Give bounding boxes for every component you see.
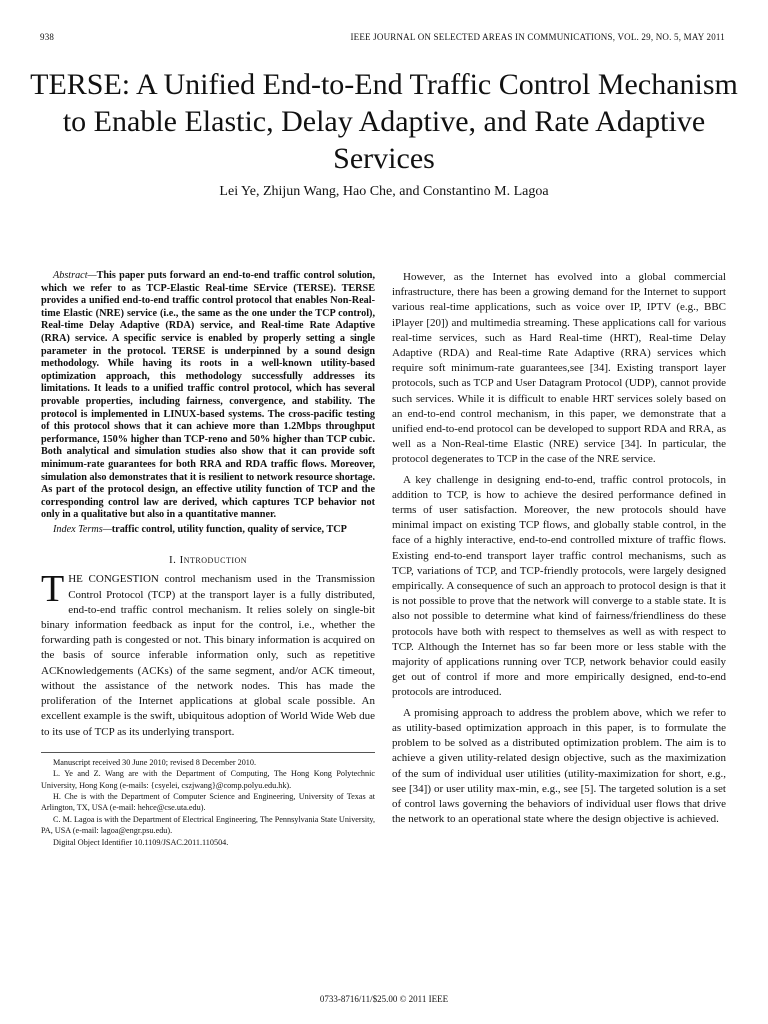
drop-cap: T xyxy=(41,568,65,611)
right-column xyxy=(392,270,726,832)
footnote-ye-wang: L. Ye and Z. Wang are with the Department of Computing, The Hong Kong Polytechnic University, Hong Kong (e-mails: {csyelei, cszjwang}@comp.polyu.edu.hk). xyxy=(41,769,375,790)
journal-header: IEEE JOURNAL ON SELECTED AREAS IN COMMUNICATIONS, VOL. 29, NO. 5, MAY 2011 xyxy=(350,32,725,42)
intro-paragraph xyxy=(41,568,375,739)
intro-text: control mechanism used in the Transmission Control Protocol (TCP) at the transport layer is a fully distributed, end-to-end traffic control mechanism. It relies solely on single-bit binary information feedback as input for the control, i.e., whether the forwarding path is congested or not. This binary information is acquired on the basis of source inferable information only, such as repetitive ACKnowledgements (ACKs) of the same segment, and/or ACK timeout, without the assistance of the network nodes. This has made the proliferation of the Internet applications at global scale possible. An excellent example is the swift, ubiquitous adoption of World Wide Web due to its use of TCP as its underlying transport. xyxy=(41,573,375,738)
footnote-doi: Digital Object Identifier 10.1109/JSAC.2011.110504. xyxy=(53,837,229,847)
body-paragraph: A key challenge in designing end-to-end, traffic control protocols, in addition to TCP, is how to achieve the desired performance defined in terms of user satisfaction. Moreover, the new protocols should have minimal impact on existing TCP flows, and globally stable control, in the face of a highly interactive, end-to-end controlled mixture of traffic flows. Existing end-to-end transport layer traffic control mechanisms, such as TCP, variations of TCP, and TCP-friendly protocols, were largely designed empirically. A consequence of such an approach to protocol design is that it is not possible to prove that the network will converge to a stable state. It is also not possible to determine what kind of fairness/friendliness do these protocols have both with respect to themselves as well as with respect to TCP. Although the Internet has so far been more or less stable with the majority of applications running over TCP, network behavior could easily get out of control if more and more empirically designed, end-to-end protocols are introduced. xyxy=(392,473,726,699)
index-terms xyxy=(41,524,375,537)
index-terms-label: Index Terms— xyxy=(53,523,112,535)
abstract-label: Abstract— xyxy=(53,270,97,281)
footnote-manuscript: Manuscript received 30 June 2010; revised 8 December 2010. xyxy=(53,757,257,767)
intro-first-word: HE CONGESTION xyxy=(68,573,159,586)
section-number: I. xyxy=(168,554,180,567)
copyright-footer: 0733-8716/11/$25.00 © 2011 IEEE xyxy=(319,994,449,1004)
author-list: Lei Ye, Zhijun Wang, Hao Che, and Constantino M. Lagoa xyxy=(219,184,549,199)
abstract-text: This paper puts forward an end-to-end traffic control solution, which we refer to as TCP-Elastic Real-time SErvice (TERSE). TERSE provides a unified end-to-end traffic control protocol that enables Non-Real-time Elastic (NRE) service (i.e., the same as the one under the TCP control), Real-time Delay Adaptive (RDA) service, and Real-time Rate Adaptive (RRA) service. A specific service is enabled by properly setting a single parameter in the protocol. TERSE is underpinned by a sound design methodology. While having its roots in a well-known utility-based optimization approach, this methodology successfully addresses its limitations. It leads to a unified traffic control protocol, which has several provable properties, including fairness, convergence, and stability. The protocol is implemented in LINUX-based systems. The cross-pacific testing of this protocol shows that it can achieve more than 1.2Mbps throughput performance, 150% higher than TCP-reno and 50% higher than TCP cubic. Both analytical and simulation studies also show that it can provide soft minimum-rate guarantees for both RRA and RDA traffic flows. Moreover, simulation also demonstrates that it is resilient to network resource shortage. As part of the protocol design, an effective utility function of TCP and the corresponding control law are derived, which captures TCP behavior not only in a qualitative but also in a quantitative manner. xyxy=(41,270,375,521)
section-title: Introduction xyxy=(179,554,248,567)
body-paragraph: However, as the Internet has evolved into a global commercial infrastructure, there has been a growing demand for the Internet to support various real-time applications, such as voice over IP, IPTV (e.g., BBC iPlayer [20]) and multimedia streaming. These applications call for various real-time services, such as Hard Real-time (HRT), Real-time Delay Adaptive (RDA) and Real-time Rate Adaptive (RRA) services which require soft minimum-rate guarantees,see [34]. Existing transport layer protocols, such as TCP and User Datagram Protocol (UDP), cannot provide such services. While it is difficult to enable HRT services solely based on an end-to-end control mechanism, in this paper, we demonstrate that a unified end-to-end protocol can be developed to support RDA and RRA, as well as a Non-Real-time Elastic (NRE) service [34]. In particular, the protocol degenerates to TCP in the case of the NRE service. xyxy=(392,271,726,466)
abstract xyxy=(41,270,375,522)
footnote-che: H. Che is with the Department of Computer Science and Engineering, University of Texas at Arlington, TX, USA (e-mail: hehce@cse.uta.edu). xyxy=(41,791,375,813)
left-column xyxy=(41,270,375,848)
body-paragraph: A promising approach to address the problem above, which we refer to as utility-based optimization approach in this paper, is to formulate the problem to be solved as a distributed optimization problem. The aim is to achieve a given utility-related design objective, such as the maximization of the sum of individual user utilities (utility-maximization for short, e.g., see [34]) or user utility max-min, e.g., see [5]. The targeted solution is a set of control laws governing the behaviors of individual user flows that drive the network to an operational state where the design objective is achieved. xyxy=(392,706,726,826)
footnote-divider xyxy=(41,752,375,753)
paper-title: TERSE: A Unified End-to-End Traffic Control Mechanism to Enable Elastic, Delay Adaptive, and Rate Adaptive Services xyxy=(30,68,738,175)
footnote-lagoa: C. M. Lagoa is with the Department of Electrical Engineering, The Pennsylvania State University, PA, USA (e-mail: lagoa@engr.psu.edu). xyxy=(41,814,375,836)
section-heading xyxy=(41,554,375,566)
index-terms-text: traffic control, utility function, quality of service, TCP xyxy=(111,523,347,535)
page-number: 938 xyxy=(40,32,55,42)
